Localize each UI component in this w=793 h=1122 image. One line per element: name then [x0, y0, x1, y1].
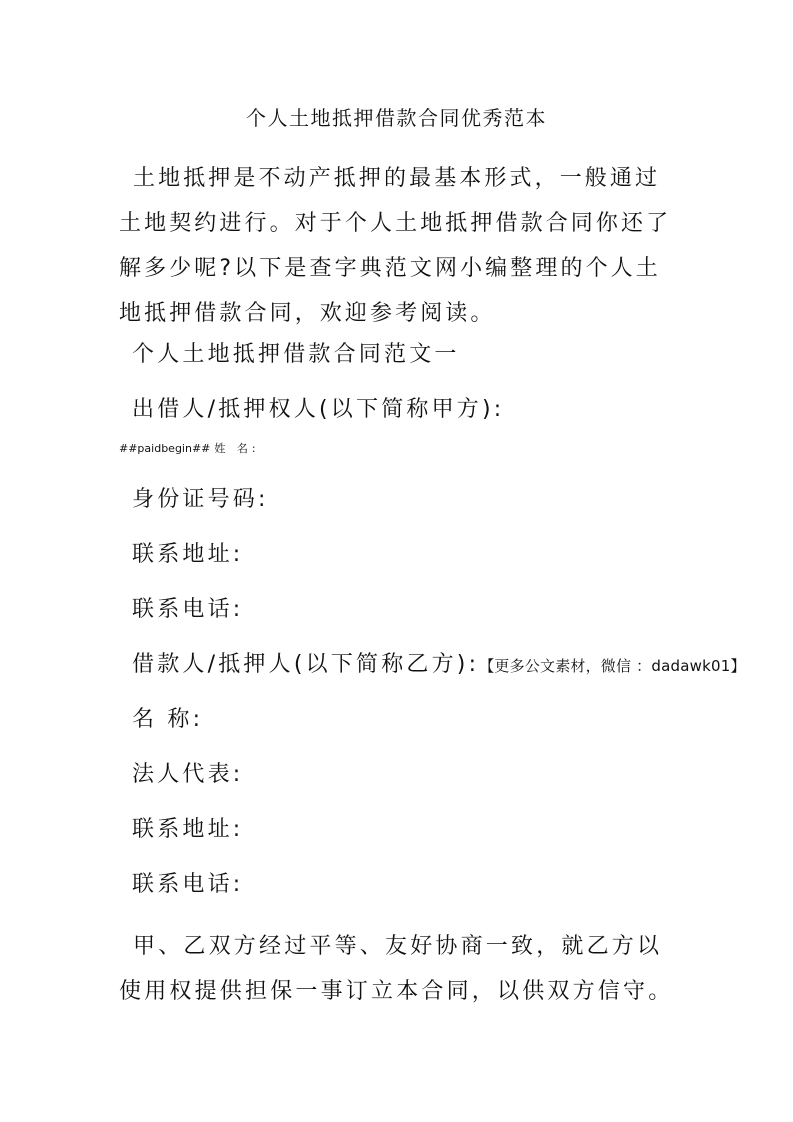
promo-note: 【更多公文素材，微信 ：dadawk01】 [479, 657, 746, 675]
section-heading: 个人土地抵押借款合同范文一 [132, 342, 460, 367]
lender-heading: 出借人/抵押权人(以下简称甲方): [132, 397, 505, 422]
borrower-heading-line [132, 650, 746, 681]
lender-name-label: 姓 名: [214, 442, 260, 455]
intro-paragraph: 土地抵押是不动产抵押的最基本形式，一般通过土地契约进行。对于个人土地抵押借款合同你还了解多少呢?以下是查字典范文网小编整理的个人土地抵押借款合同，欢迎参考阅读。 [119, 166, 672, 326]
document-title: 个人土地抵押借款合同优秀范本 [246, 106, 547, 130]
lender-address-label: 联系地址: [132, 542, 244, 567]
borrower-heading: 借款人/抵押人(以下简称乙方): [132, 652, 480, 677]
lender-id-label: 身份证号码: [132, 487, 269, 512]
borrower-address-label: 联系地址: [132, 817, 244, 842]
lender-phone-label: 联系电话: [132, 597, 244, 622]
paid-begin-marker: ##paidbegin## [119, 442, 211, 455]
borrower-phone-label: 联系电话: [132, 872, 244, 897]
lender-name-line [119, 441, 260, 457]
closing-paragraph: 甲、乙双方经过平等、友好协商一致，就乙方以 使用权提供担保一事订立本合同，以供双方信守。 [119, 934, 674, 1004]
borrower-rep-label: 法人代表: [132, 762, 244, 787]
borrower-name-label: 名 称: [132, 707, 204, 732]
